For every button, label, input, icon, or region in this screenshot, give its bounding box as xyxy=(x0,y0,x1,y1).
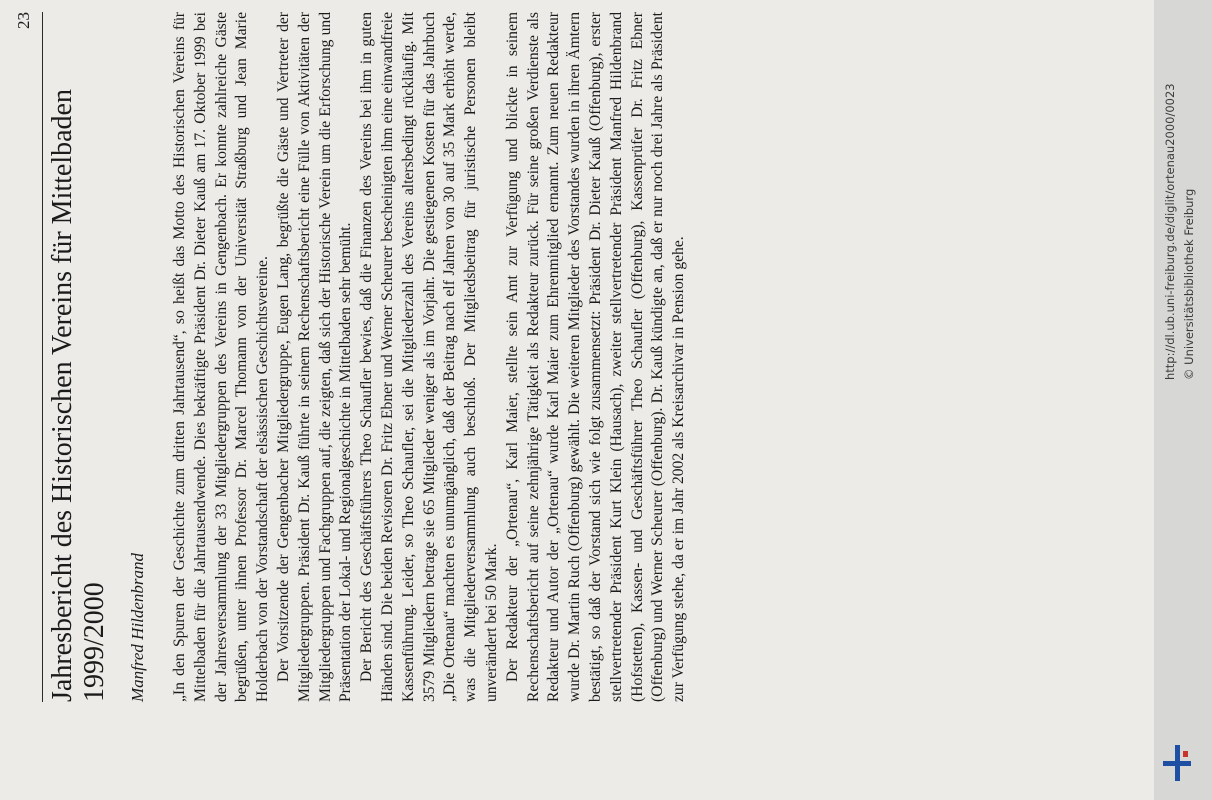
page-content xyxy=(0,12,1040,702)
page-sheet xyxy=(0,12,1040,702)
page-number: 23 xyxy=(14,12,33,29)
paragraph: Der Redakteur der „Ortenau“, Karl Maier, stellte sein Amt zur Verfügung und blickte in seinem Rechenschaftsbericht auf seine zehnjährige Tätigkeit als Redakteur zurück. Für seine großen Verdienste als Redakteur und Autor der „Ortenau“ wurde Karl Maier zum Ehrenmitglied ernannt. Zum neuen Redakteur wurde Dr. Martin Ruch (Offenburg) gewählt. Die weiteren Mitglieder des Vorstandes wurden in ihren Ämtern bestätigt, so daß der Vorstand sich wie folgt zusammensetzt: Präsident Dr. Dieter Kauß (Offenburg), erster stellvertretender Präsident Kurt Klein (Hausach), zweiter stellvertretender Präsident Manfred Hildenbrand (Hofstetten), Kassen- und Geschäftsführer Theo Schaufler (Offenburg), Kassenprüfer Dr. Fritz Ebner (Offenburg) und Werner Scheurer (Offenburg). Dr. Kauß kündigte an, daß er nur noch drei Jahre als Präsident zur Verfügung stehe, da er im Jahr 2002 als Kreisarchivar in Pension gehe. xyxy=(503,12,688,702)
paragraph: Der Vorsitzende der Gengenbacher Mitgliedergruppe, Eugen Lang, begrüßte die Gäste und Vertreter der Mitgliedergruppen. Präsident Dr. Kauß führte in seinem Rechenschaftsbericht eine Fülle von Aktivitäten der Mitgliedergruppen und Fachgruppen auf, die zeigten, daß sich der Historische Verein um die Erforschung und Präsentation der Lokal- und Regionalgeschichte in Mittelbaden sehr bemüht. xyxy=(274,12,355,702)
paragraph: Der Bericht des Geschäftsführers Theo Schaufler bewies, daß die Finanzen des Vereins bei ihm in guten Händen sind. Die beiden Revisoren Dr. Fritz Ebner und Werner Scheurer bescheinigten ihm eine einwandfreie Kassenführung. Leider, so Theo Schaufler, sei die Mitgliederzahl des Vereins altersbedingt rückläufig. Mit 3579 Mitgliedern betrage sie 65 Mitglieder weniger als im Vorjahr. Die gestiegenen Kosten für das Jahrbuch „Die Ortenau“ machten es unumgänglich, daß der Beitrag nach elf Jahren von 30 auf 35 Mark erhöht werde, was die Mitgliederversammlung auch beschloß. Der Mitgliedsbeitrag für juristische Personen bleibt unverändert bei 50 Mark. xyxy=(358,12,500,702)
logo-accent xyxy=(1183,751,1188,757)
paragraph: „In den Spuren der Geschichte zum dritten Jahrtausend“, so heißt das Motto des Historischen Vereins für Mittelbaden für die Jahrtausendwende. Dies bekräftigte Präsident Dr. Dieter Kauß am 17. Oktober 1999 bei der Jahresversammlung der 33 Mitgliedergruppen des Vereins in Gengenbach. Er konnte zahlreiche Gäste begrüßen, unter ihnen Professor Dr. Marcel Thomann von der Universität Straßburg und Jean Marie Holderbach von der Vorstandschaft der elsässischen Geschichtsvereine. xyxy=(171,12,272,702)
article-author: Manfred Hildenbrand xyxy=(128,552,147,702)
permalink-url[interactable]: http://dl.ub.uni-freiburg.de/diglit/ortenau2000/0023 xyxy=(1163,83,1177,380)
article-title: Jahresbericht des Historischen Vereins für Mittelbaden 1999/2000 xyxy=(47,89,110,702)
logo-bar xyxy=(1175,745,1180,781)
header-rule xyxy=(42,12,43,702)
copyright-notice: © Universitätsbibliothek Freiburg xyxy=(1182,188,1196,380)
article-body xyxy=(170,12,690,702)
ub-freiburg-logo-icon xyxy=(1163,745,1191,781)
